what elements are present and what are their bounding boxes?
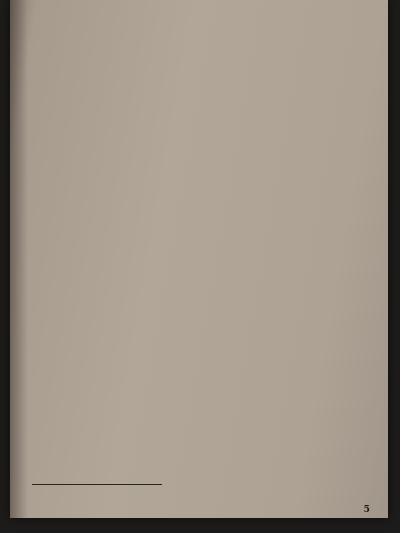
book-page <box>10 0 388 518</box>
page-number: 5 <box>363 505 370 515</box>
footnote-divider <box>32 484 162 485</box>
